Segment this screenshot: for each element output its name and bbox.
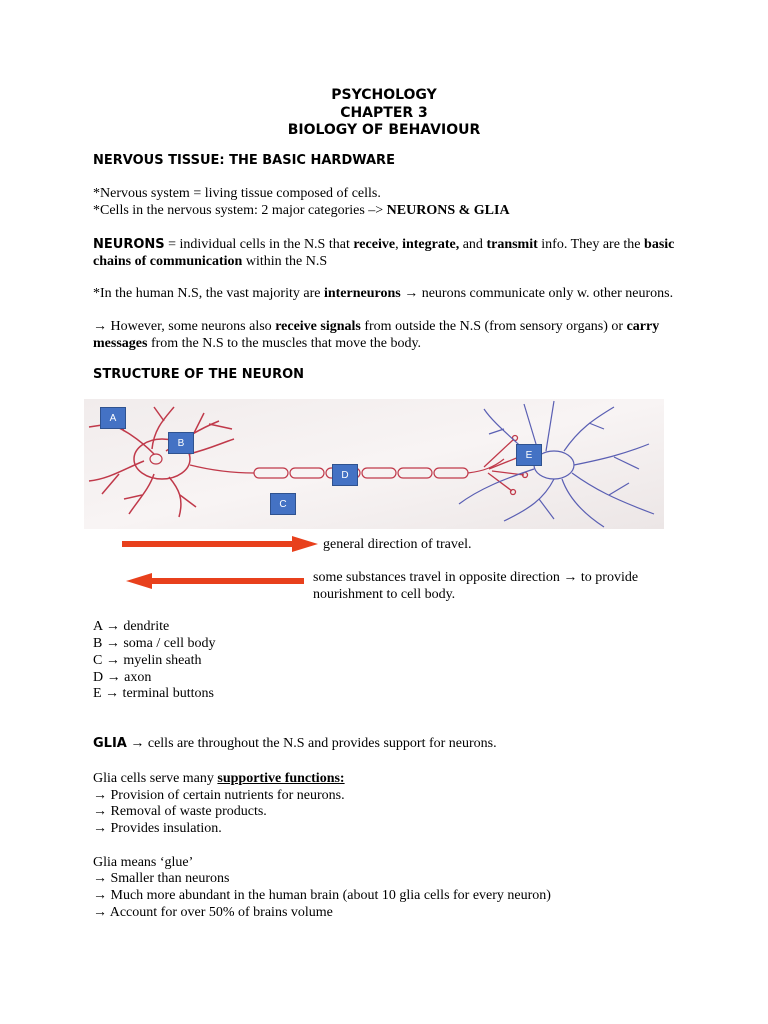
section-heading-structure: STRUCTURE OF THE NEURON — [93, 367, 305, 382]
label-e: E — [516, 444, 542, 466]
term-glia: GLIA — [93, 736, 127, 751]
text-line: *Nervous system = living tissue composed of cells. — [93, 186, 381, 201]
chapter-title: BIOLOGY OF BEHAVIOUR — [287, 122, 481, 138]
glia-fact-item: → Account for over 50% of brains volume — [93, 905, 333, 920]
legend-item: B → soma / cell body — [93, 636, 216, 651]
text-span: Glia cells serve many — [93, 771, 218, 786]
glia-functions-intro — [93, 771, 345, 787]
bold-underlined-text: supportive functions: — [217, 771, 345, 786]
forward-arrow-text: general direction of travel. — [323, 537, 472, 552]
neuron-diagram — [84, 399, 664, 529]
bold-text: receive — [353, 237, 396, 252]
forward-arrow-icon — [122, 536, 318, 552]
glia-function-item: → Provision of certain nutrients for neurons. — [93, 788, 345, 803]
label-a: A — [100, 407, 126, 429]
label-c: C — [270, 493, 296, 515]
text-span: *Cells in the nervous system: 2 major categories –> — [93, 203, 387, 218]
bold-text: integrate, — [402, 237, 460, 252]
text-span: within the N.S — [242, 253, 328, 269]
text-span: *In the human N.S, the vast majority are — [93, 286, 324, 301]
glia-fact-item: → Smaller than neurons — [93, 871, 230, 886]
backward-arrow-icon — [126, 573, 304, 589]
legend-item: E → terminal buttons — [93, 686, 214, 701]
text-span: → neurons communicate only w. other neurons. — [400, 286, 674, 301]
glia-definition — [93, 736, 497, 752]
text-span: , — [395, 237, 403, 252]
text-span: → cells are throughout the N.S and provides support for neurons. — [126, 736, 497, 751]
text-span: from outside the N.S (from sensory organs) or — [360, 319, 627, 334]
bold-text: receive signals — [275, 319, 361, 334]
page-title: PSYCHOLOGY — [331, 87, 437, 103]
text-span: and — [459, 237, 487, 252]
text-span: → However, some neurons also — [93, 319, 276, 334]
text-line — [93, 203, 510, 219]
backward-arrow-text: some substances travel in opposite direction → to provide nourishment to cell body. — [313, 570, 639, 602]
label-b: B — [168, 432, 194, 454]
glia-fact-item: → Much more abundant in the human brain (about 10 glia cells for every neuron) — [93, 888, 551, 903]
bold-text: transmit — [486, 237, 538, 252]
label-d: D — [332, 464, 358, 486]
legend-item: C → myelin sheath — [93, 653, 202, 668]
bold-text: carry messages — [93, 319, 660, 351]
bold-text: interneurons — [323, 286, 401, 301]
text-span: info. They are the — [537, 237, 645, 252]
glia-function-item: → Removal of waste products. — [93, 804, 267, 819]
chapter-label: CHAPTER 3 — [340, 105, 428, 121]
interneurons-paragraph — [93, 286, 678, 303]
legend-item: D → axon — [93, 670, 152, 685]
legend-item: A → dendrite — [93, 619, 170, 634]
neurons-paragraph — [93, 237, 678, 271]
section-heading-nervous-tissue: NERVOUS TISSUE: THE BASIC HARDWARE — [93, 153, 395, 168]
text-span: from the N.S to the muscles that move the body. — [147, 335, 422, 351]
signals-paragraph — [93, 319, 678, 353]
glia-meaning: Glia means ‘glue’ — [93, 855, 194, 870]
glia-function-item: → Provides insulation. — [93, 821, 222, 836]
term-neurons: NEURONS — [93, 237, 165, 252]
text-span: = individual cells in the N.S that — [164, 237, 354, 252]
bold-text: basic chains of communication — [93, 237, 675, 269]
bold-text: NEURONS & GLIA — [386, 203, 510, 218]
